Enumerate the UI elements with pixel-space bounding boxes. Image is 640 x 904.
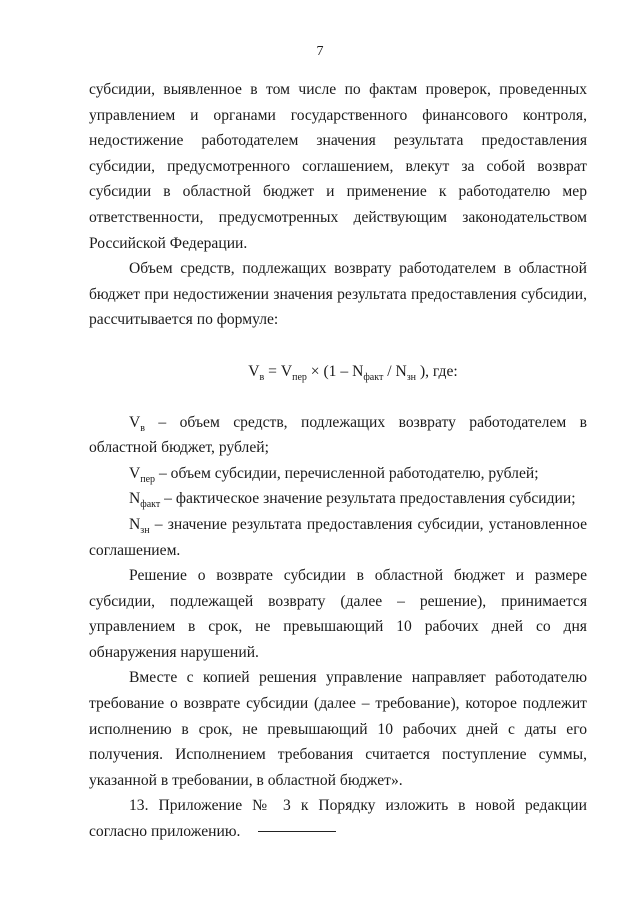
paragraph-consequences: субсидии, выявленное в том числе по фактам проверок, проведенных управлением и органами государственного финансового контроля, недостижение работодателем значения результата предоставления субсидии, предусмотренного соглашением, влекут за собой возврат субсидии в областной бюджет и применение к работодателю мер ответственности, предусмотренных действующим законодательством Российской Федерации. (89, 81, 587, 252)
closing-divider (258, 831, 336, 832)
paragraph-formula-intro: Объем средств, подлежащих возврату работодателем в областной бюджет при недостижении значения результата предоставления субсидии, рассчитывается по формуле: (89, 260, 587, 329)
definition-nfakt: $N_{факт}$ – фактическое значение результата предоставления субсидии; (129, 490, 576, 511)
definition-vb: $V_в$ – объем средств, подлежащих возврату работодателем в областной бюджет, рублей; (89, 413, 587, 457)
page-number: 7 (316, 44, 324, 59)
definition-vper: $V_{пер}$ – объем субсидии, перечисленной работодателю, рублей; (129, 464, 539, 485)
document-body (89, 77, 587, 845)
refund-formula: $V_в = V_{пер} \times (1 - N_{факт} / N_{зн}$ ), где: (248, 362, 458, 384)
definition-nzn: $N_{зн}$ – значение результата предоставления субсидии, установленное соглашением. (89, 515, 587, 559)
paragraph-item-13: 13. Приложение № 3 к Порядку изложить в новой редакции согласно приложению. (89, 797, 587, 841)
formula-definitions (89, 410, 587, 564)
paragraph-decision: Решение о возврате субсидии в областной бюджет и размере субсидии, подлежащей возврату (далее – решение), принимается управлением в срок, не превышающий 10 рабочих дней со дня обнаружения нарушений. (89, 567, 587, 661)
paragraph-requirement: Вместе с копией решения управление направляет работодателю требование о возврате субсидии (далее – требование), которое подлежит исполнению в срок, не превышающий 10 рабочих дней с даты его получения. Исполнением требования считается поступление суммы, указанной в требовании, в областной бюджет». (89, 669, 587, 789)
